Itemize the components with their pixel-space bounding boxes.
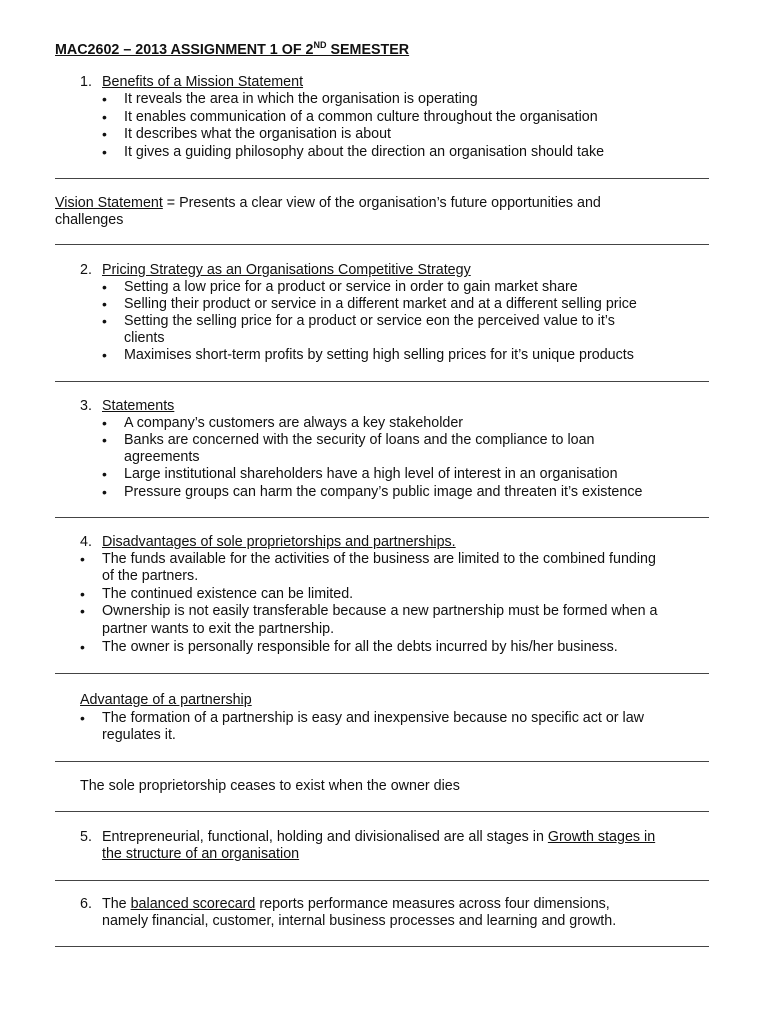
bullet-icon: • bbox=[80, 639, 85, 655]
s1-bullet-2: It enables communication of a common culture throughout the organisation bbox=[124, 109, 598, 125]
s3-heading: Statements bbox=[102, 398, 175, 414]
title-end: SEMESTER bbox=[326, 42, 410, 58]
s3-bullet-2: Banks are concerned with the security of loans and the compliance to loan bbox=[124, 432, 595, 448]
divider bbox=[55, 811, 709, 812]
bullet-icon: • bbox=[102, 279, 107, 295]
s3-bullet-4: Pressure groups can harm the company’s public image and threaten it’s existence bbox=[124, 484, 643, 500]
bullet-icon: • bbox=[80, 586, 85, 602]
s4-bullet-3-cont: partner wants to exit the partnership. bbox=[102, 621, 335, 637]
title-superscript: ND bbox=[313, 40, 327, 50]
s6-number: 6. bbox=[80, 896, 92, 912]
divider bbox=[55, 244, 709, 245]
bullet-icon: • bbox=[102, 91, 107, 107]
s2-bullet-2: Selling their product or service in a different market and at a different selling price bbox=[124, 296, 637, 312]
bullet-icon: • bbox=[80, 603, 85, 619]
s2-heading: Pricing Strategy as an Organisations Competitive Strategy bbox=[102, 262, 471, 278]
s4-bullet-4: The owner is personally responsible for all the debts incurred by his/her business. bbox=[102, 639, 618, 655]
s4-bullet-2: The continued existence can be limited. bbox=[102, 586, 354, 602]
s1-bullet-3: It describes what the organisation is about bbox=[124, 126, 392, 142]
s6-term: balanced scorecard bbox=[130, 896, 256, 912]
divider bbox=[55, 673, 709, 674]
s5-term-2: the structure of an organisation bbox=[102, 846, 300, 862]
bullet-icon: • bbox=[102, 432, 107, 448]
s5-number: 5. bbox=[80, 829, 92, 845]
bullet-icon: • bbox=[102, 109, 107, 125]
vision-line-2: challenges bbox=[55, 212, 124, 228]
s1-heading: Benefits of a Mission Statement bbox=[102, 74, 304, 90]
divider bbox=[55, 880, 709, 881]
adv-bullet-1-cont: regulates it. bbox=[102, 727, 176, 743]
vision-text: = Presents a clear view of the organisation’s future opportunities and bbox=[162, 195, 601, 211]
bullet-icon: • bbox=[102, 296, 107, 312]
s6-line-2: namely financial, customer, internal business processes and learning and growth. bbox=[102, 913, 617, 929]
s1-number: 1. bbox=[80, 74, 92, 90]
s2-bullet-3: Setting the selling price for a product or service eon the perceived value to it’s bbox=[124, 313, 615, 329]
s5-line-1 bbox=[102, 829, 655, 846]
bullet-icon: • bbox=[102, 466, 107, 482]
bullet-icon: • bbox=[80, 710, 85, 726]
divider bbox=[55, 178, 709, 179]
s4-bullet-1-cont: of the partners. bbox=[102, 568, 199, 584]
s6-pre: The bbox=[102, 896, 131, 912]
divider bbox=[55, 946, 709, 947]
bullet-icon: • bbox=[102, 144, 107, 160]
adv-bullet-1: The formation of a partnership is easy and inexpensive because no specific act or law bbox=[102, 710, 644, 726]
divider bbox=[55, 381, 709, 382]
s1-bullet-4: It gives a guiding philosophy about the direction an organisation should take bbox=[124, 144, 605, 160]
bullet-icon: • bbox=[102, 313, 107, 329]
s3-bullet-2-cont: agreements bbox=[124, 449, 200, 465]
divider bbox=[55, 517, 709, 518]
bullet-icon: • bbox=[102, 347, 107, 363]
s1-bullet-1: It reveals the area in which the organisation is operating bbox=[124, 91, 478, 107]
s2-number: 2. bbox=[80, 262, 92, 278]
bullet-icon: • bbox=[102, 126, 107, 142]
s6-post: reports performance measures across four dimensions, bbox=[255, 896, 610, 912]
s4-number: 4. bbox=[80, 534, 92, 550]
bullet-icon: • bbox=[80, 551, 85, 567]
bullet-icon: • bbox=[102, 415, 107, 431]
s2-bullet-1: Setting a low price for a product or service in order to gain market share bbox=[124, 279, 578, 295]
vision-label: Vision Statement bbox=[55, 195, 163, 211]
s5-text: Entrepreneurial, functional, holding and divisionalised are all stages in bbox=[102, 829, 548, 845]
page-title bbox=[55, 42, 409, 58]
s2-bullet-3-cont: clients bbox=[124, 330, 165, 346]
s2-bullet-4: Maximises short-term profits by setting high selling prices for it’s unique products bbox=[124, 347, 634, 363]
title-main: MAC2602 – 2013 ASSIGNMENT 1 OF 2 bbox=[55, 42, 314, 58]
s3-number: 3. bbox=[80, 398, 92, 414]
s4-bullet-1: The funds available for the activities of the business are limited to the combined funding bbox=[102, 551, 656, 567]
s3-bullet-3: Large institutional shareholders have a high level of interest in an organisation bbox=[124, 466, 618, 482]
adv-heading: Advantage of a partnership bbox=[80, 692, 252, 708]
s5-term-1: Growth stages in bbox=[547, 829, 656, 845]
vision-line-1 bbox=[55, 195, 601, 212]
s3-bullet-1: A company’s customers are always a key stakeholder bbox=[124, 415, 464, 431]
s4-bullet-3: Ownership is not easily transferable because a new partnership must be formed when a bbox=[102, 603, 658, 619]
s4-heading: Disadvantages of sole proprietorships and partnerships. bbox=[102, 534, 456, 550]
bullet-icon: • bbox=[102, 484, 107, 500]
s6-line-1 bbox=[102, 896, 610, 913]
sole-statement: The sole proprietorship ceases to exist when the owner dies bbox=[80, 778, 460, 794]
divider bbox=[55, 761, 709, 762]
